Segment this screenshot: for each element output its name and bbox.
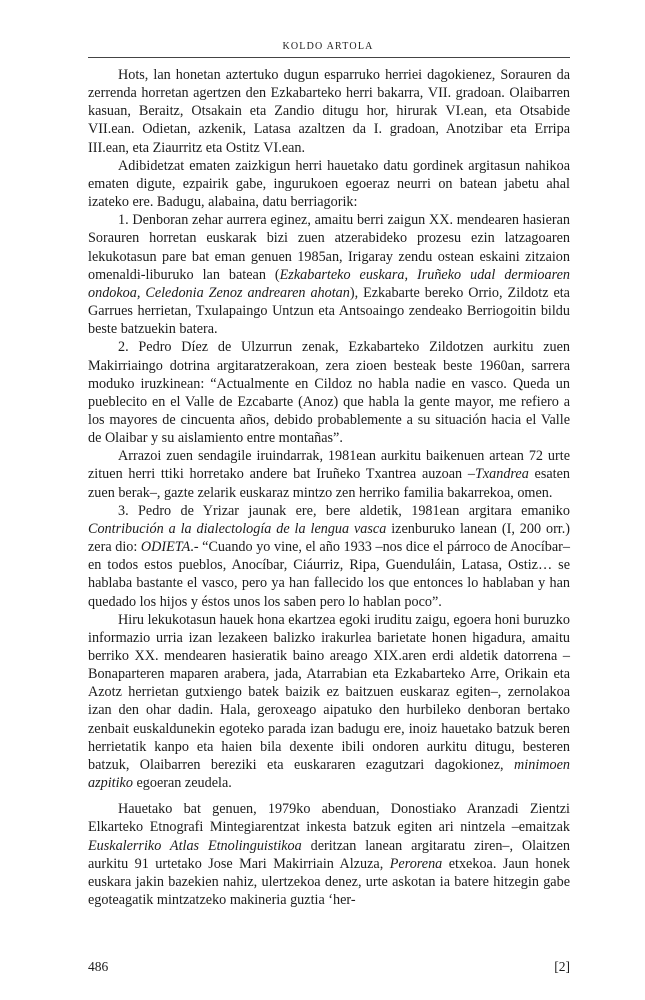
page-reference: [2]: [554, 959, 570, 974]
paragraph: [88, 66, 570, 157]
small-caps-text: III: [88, 139, 103, 156]
text-run: Hots, lan honetan aztertuko dugun esparruko herriei dagokienez, Sorauren da zerrenda horretan agertzen den Ezkabarteko herri bakarra,: [88, 67, 570, 102]
text-run: Hauetako bat genuen, 1979ko abenduan, Donostiako Aranzadi Zientzi Elkarteko Etnografi Mintegiarentzat inkesta batzuk egiten ari nintzela –emaitzak: [88, 801, 570, 836]
paragraph: [88, 157, 570, 211]
small-caps-text: XIX: [373, 648, 399, 664]
text-run: , 200 orr.) zera dio:: [88, 520, 571, 556]
text-run: deritzan lanean argitaratu ziren–, Olaitzen aurkitu 91 urtetako Jose Mari Makirriain Alzuza,: [88, 837, 570, 872]
text-run: Arrazoi zuen sendagile iruindarrak, 1981ean aurkitu baikenuen artean 72 urte zituen herri ttiki horretako andere bat Iruñeko Txantrea auzoan –: [88, 448, 570, 483]
body-text: [88, 66, 570, 909]
header-rule: [88, 57, 570, 58]
text-run: . mendearen hasieran Sorauren horretan euskarak bizi zuen atzerabideko prozesu ezin latzagoaren lekukotasun pare bat eman genuen 1985an, Irigaray zendu ostean eskaini zitzaion omenaldi-liburuko lan batean (: [88, 212, 570, 283]
small-caps-text: XX: [134, 648, 156, 664]
small-caps-text: VII: [88, 121, 108, 138]
text-run: 2. Pedro Díez de Ulzurrun zenak, Ezkabarteko Zildotzen aurkitu zuen Makirriaingo dotrina argitaratzerakoan, zera zioen besteak beste 1960an, sarrera moduko iruzkinean: “Actualmente en Cildoz no habla nadie en vasco. Queda un pueblecito en el Valle de Ezcabarte (Anoz) que habla la gente mayor, me refiero a los mayores de cincuenta años, debido probablemente a su situación hacia el Valle de Olaibar y su aislamiento entre montañas”.: [88, 339, 570, 447]
page-number: 486: [88, 959, 109, 974]
text-run: .ean, eta Otsabide: [460, 103, 570, 120]
small-caps-text: XX: [429, 212, 450, 229]
italic-text: Perorena: [389, 855, 443, 872]
small-caps-text: VI: [445, 103, 461, 120]
text-run: egoeran zeudela.: [132, 775, 232, 792]
paragraph: [88, 211, 570, 338]
text-run: etxekoa. Jaun honek euskara jakin bazekien nahiz, ulertzekoa denez, urte askotan ia batere hitzegin gabe egoteagatik mintzatzeko makineria guztia ‘her-: [88, 855, 570, 909]
small-caps-text: I: [373, 121, 379, 138]
paragraph: [88, 502, 570, 611]
small-caps-text: VII: [427, 85, 448, 102]
text-run: .aren erdi aldetik datorrena –Bonaparteren maparen arabera, jada, Atarrabian eta Ezkabarteko Arre, Orikain eta Azotz herrietan gutxiengo batek baizik ez baitzuen euskaraz egiten–, zernolakoa izan den ohar dadin. Hala, geroxeago aipatuko den hurbileko denboran bertako zenbait euskaldunekin egoteko parada izan badugu ere, inoiz hauetako batzuk beren herrietatik kanpo eta haien bila dexente ibili ondoren aurkitu ditugu, besteren batzuk, Olaibarren bereziki eta euskararen ezagutzari dagokionez,: [88, 648, 570, 773]
text-run: .ean. Odietan, azkenik, Latasa azaltzen da: [107, 121, 374, 138]
text-run: Hiru lekukotasun hauek hona ekartzea egoki iruditu zaigu, egoera honi buruzko informazio urria izan lezakeen balizko irakurlea barietate honen higadura, amaitu berriko: [88, 611, 570, 664]
italic-text: Txandrea: [474, 466, 529, 483]
text-run: . gradoan. Olaibarren kasuan, Beraitz, Otsakain eta Zandio ditugu hor, hirurak: [88, 85, 571, 120]
text-run: .ean, eta Ziaurritz eta Ostitz: [102, 139, 264, 156]
italic-text: Ezkabarteko euskara, Iruñeko udal dermioaren ondokoa, Celedonia Zenoz andrearen ahotan: [88, 266, 570, 301]
text-run: .ean.: [278, 139, 306, 156]
text-run: 3. Pedro de Yrizar jaunak ere, bere aldetik, 1981ean argitara emaniko: [118, 502, 570, 519]
text-run: esaten zuen berak–, gazte zelarik euskaraz mintzo zen herriko familia bakarrekoa, omen.: [88, 466, 570, 501]
text-run: Adibidetzat ematen zaizkigun herri hauetako datu gordinek argitasun nahikoa ematen digute, ezpairik gabe, ingurukoen egoeraz neurri on batean jabetu ahal izateko ere. Badugu, alabaina, datu berriagorik:: [88, 157, 570, 211]
paragraph: [88, 447, 570, 501]
italic-text: minimoen azpitiko: [88, 756, 570, 792]
paragraph: [88, 800, 570, 909]
text-run: ), Ezkabarte bereko Orrio, Zildotz eta Garrues herrietan, Txulapaingo Untzun eta Antsoaingo zendeako Berriogoitin bildu beste batzuekin batera.: [88, 284, 570, 338]
running-head: KOLDO ARTOLA: [282, 41, 374, 52]
small-caps-text: I: [506, 520, 512, 537]
text-run: . mendearen hasieratik baino areago: [155, 648, 374, 664]
paragraph: [88, 611, 570, 793]
text-run: .- “Cuando yo vine, el año 1933 –nos dice el párroco de Anocíbar– en todos estos pueblos, Anocíbar, Ciáurriz, Ripa, Guenduláin, Latasa, Ostiz… se hablaba bastante el vasco, pero ya han fallecido los que entonces lo hablaban y han quedado los hijos y éstos unos los saben pero lo hablan poco”.: [88, 539, 571, 610]
italic-text: Euskalerriko Atlas Etnolinguistikoa: [88, 837, 302, 854]
small-caps-text: VI: [263, 139, 279, 156]
text-run: . gradoan, Anotzibar eta Erripa: [378, 121, 570, 138]
text-run: 1. Denboran zehar aurrera eginez, amaitu berri zaigun: [118, 212, 429, 229]
text-run: izenburuko lanean (: [386, 520, 507, 537]
italic-text: Contribución a la dialectología de la lengua vasca: [88, 520, 387, 537]
italic-text: ODIETA: [140, 539, 191, 556]
paragraph: [88, 338, 570, 447]
